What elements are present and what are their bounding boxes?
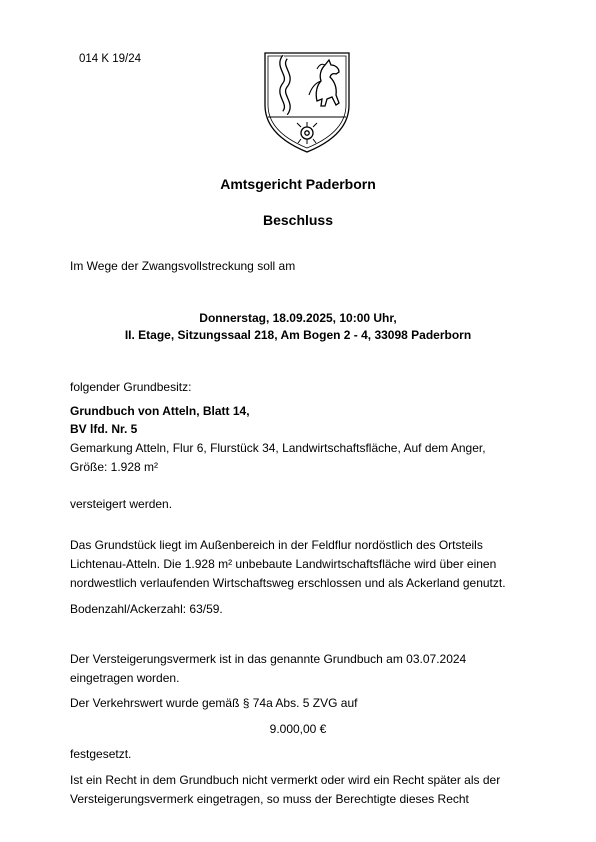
court-name: Amtsgericht Paderborn xyxy=(220,176,376,192)
market-value-intro: Der Verkehrswert wurde gemäß § 74a Abs. 5 ZVG auf xyxy=(70,696,358,710)
case-number: 014 K 19/24 xyxy=(79,53,142,65)
fixed-text: festgesetzt. xyxy=(70,747,132,761)
registration-line: Der Versteigerungsvermerk ist in das genannte Grundbuch am 03.07.2024 xyxy=(70,652,467,666)
appointment-location: II. Etage, Sitzungssaal 218, Am Bogen 2 - 4, 33098 Paderborn xyxy=(124,328,472,342)
auctioned-text: versteigert werden. xyxy=(70,497,173,511)
intro-text: Im Wege der Zwangsvollstreckung soll am xyxy=(70,259,296,273)
location-description-line: Das Grundstück liegt im Außenbereich in der Feldflur nordöstlich des Ortsteils xyxy=(70,538,483,552)
rights-notice-line: Ist ein Recht in dem Grundbuch nicht vermerkt oder wird ein Recht später als der xyxy=(70,773,501,787)
property-description-line: Gemarkung Atteln, Flur 6, Flurstück 34, Landwirtschaftsfläche, Auf dem Anger, xyxy=(70,441,486,455)
market-value: 9.000,00 € xyxy=(269,722,327,736)
registration-line: eingetragen worden. xyxy=(70,671,180,685)
soil-index: Bodenzahl/Ackerzahl: 63/59. xyxy=(70,602,223,616)
location-description-line: nordwestlich verlaufenden Wirtschaftsweg erschlossen und als Ackerland genutzt. xyxy=(70,576,506,590)
property-intro: folgender Grundbesitz: xyxy=(70,380,192,394)
appointment-date: Donnerstag, 18.09.2025, 10:00 Uhr, xyxy=(199,311,397,325)
property-register: Grundbuch von Atteln, Blatt 14, xyxy=(70,404,250,418)
document-title: Beschluss xyxy=(262,212,334,228)
rights-notice-line: Versteigerungsvermerk eingetragen, so muss der Berechtigte dieses Recht xyxy=(70,792,469,806)
coat-of-arms-icon xyxy=(259,43,355,155)
property-entry: BV lfd. Nr. 5 xyxy=(70,422,138,436)
location-description-line: Lichtenau-Atteln. Die 1.928 m² unbebaute Landwirtschaftsfläche wird über einen xyxy=(70,557,497,571)
property-size: Größe: 1.928 m² xyxy=(70,460,159,474)
